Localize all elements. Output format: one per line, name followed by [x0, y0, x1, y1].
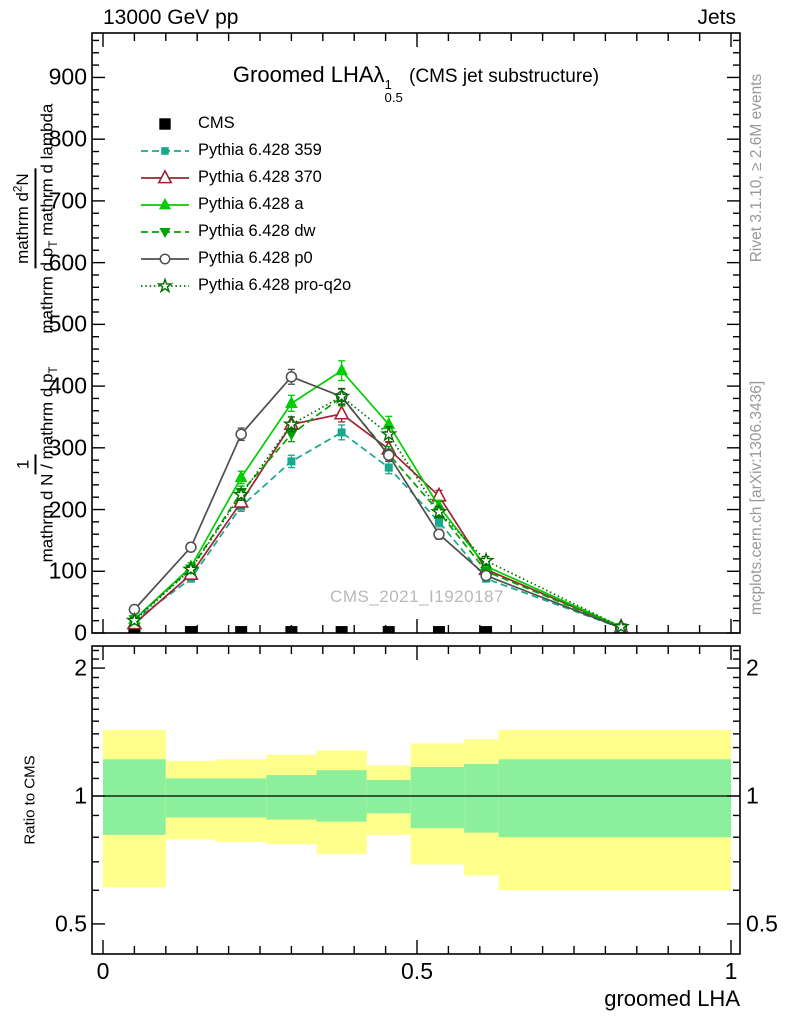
- band-green-bin5: [367, 780, 411, 813]
- legend-item-label: Pythia 6.428 dw: [198, 222, 316, 240]
- x-axis-tick-label: 0: [96, 958, 110, 984]
- y-axis-tick-label: 600: [48, 249, 87, 276]
- legend-item-pythia-6-428-a: [140, 191, 351, 218]
- frac2-den-sub: T: [47, 240, 60, 248]
- title-text: Groomed LHA: [232, 62, 374, 87]
- title-paren: (CMS jet substructure): [409, 66, 600, 87]
- ratio-y-axis-label: Ratio to CMS: [21, 755, 39, 845]
- title-lambda-sup: 1: [384, 76, 392, 92]
- y-axis-tick-label: 100: [48, 557, 87, 584]
- band-green-bin7: [464, 764, 499, 833]
- y-axis-tick-label: 500: [48, 310, 87, 337]
- legend-item-label: Pythia 6.428 370: [198, 168, 322, 186]
- legend-marker-triangle-up-open-icon: [140, 169, 190, 187]
- frac1-den-text: mathrm d N / mathrm d p: [37, 373, 57, 563]
- legend-item-label: Pythia 6.428 359: [198, 141, 322, 159]
- legend-item-pythia-6-428-p0: [140, 245, 351, 272]
- legend-marker-square-filled-icon: [140, 115, 190, 133]
- ratio-y-tick-label-left: 2: [74, 654, 87, 681]
- ratio-y-tick-label-left: 0.5: [55, 910, 87, 937]
- y-axis-tick-label: 800: [48, 125, 87, 152]
- x-axis-tick-label: 1: [724, 958, 738, 984]
- frac1-den-sub: T: [47, 366, 60, 374]
- band-green-bin0: [103, 759, 166, 835]
- band-green-bin1: [166, 778, 216, 817]
- band-green-bin3: [266, 775, 316, 820]
- legend-marker-star-open-icon: [140, 277, 190, 295]
- legend-item-label: Pythia 6.428 p0: [198, 249, 313, 267]
- frac1-numerator: 1: [13, 455, 36, 474]
- y-axis-tick-label: 300: [48, 434, 87, 461]
- ratio-y-tick-label-left: 1: [74, 782, 87, 809]
- ratio-y-tick-label-right: 2: [746, 654, 759, 681]
- ratio-uncertainty-bands: [92, 730, 740, 890]
- legend-item-pythia-6-428-359: [140, 137, 351, 164]
- legend-marker-triangle-down-filled-icon: [140, 223, 190, 241]
- legend-item-label: Pythia 6.428 pro-q2o: [198, 276, 352, 294]
- legend-item-pythia-6-428-dw: [140, 218, 351, 245]
- legend-marker-square-filled-icon: [140, 142, 190, 160]
- series-cms: [128, 626, 627, 638]
- y-axis-tick-label: 400: [48, 372, 87, 399]
- beam-energy-label: 13000 GeV pp: [103, 6, 239, 29]
- frac2-den-text2: mathrm d lambda: [37, 103, 57, 241]
- band-green-bin6: [411, 767, 464, 828]
- legend-item-label: CMS: [198, 114, 235, 132]
- legend-marker-triangle-up-filled-icon: [140, 196, 190, 214]
- y-axis-tick-label: 900: [48, 63, 87, 90]
- watermark: CMS_2021_I1920187: [330, 587, 504, 606]
- frac2-den-text: mathrm d p: [37, 247, 57, 334]
- y-axis-tick-label: 0: [74, 619, 87, 646]
- frac2-num-sup: 2: [12, 185, 25, 193]
- rivet-version-label: Rivet 3.1.10, ≥ 2.6M events: [748, 73, 765, 263]
- frac2-numerator: [12, 168, 36, 269]
- legend-item-pythia-6-428-370: [140, 164, 351, 191]
- plot-title: [92, 62, 740, 104]
- ratio-y-tick-label-right: 1: [746, 782, 759, 809]
- legend-marker-circle-open-icon: [140, 250, 190, 268]
- title-lambda: λ: [373, 62, 385, 87]
- ratio-y-tick-label-right: 0.5: [746, 910, 778, 937]
- band-green-bin8: [499, 759, 731, 837]
- x-axis-label: groomed LHA: [604, 986, 740, 1011]
- frac2-num-text2: N: [13, 173, 33, 186]
- frac2-num-text: mathrm d: [13, 192, 33, 264]
- legend: [140, 110, 351, 299]
- legend-item-pythia-6-428-pro-q2o: [140, 272, 351, 299]
- y-axis-tick-label: 700: [48, 187, 87, 214]
- analysis-group-label: Jets: [697, 6, 736, 29]
- title-lambda-sub: 0.5: [384, 89, 403, 105]
- title-lambda-indices: [385, 78, 403, 104]
- mcplots-reference-label: mcplots.cern.ch [arXiv:1306.3436]: [748, 380, 765, 616]
- legend-item-label: Pythia 6.428 a: [198, 195, 304, 213]
- y-axis-tick-label: 200: [48, 496, 87, 523]
- band-green-bin2: [216, 778, 266, 817]
- x-axis-tick-label: 0.5: [401, 958, 433, 984]
- legend-item-cms: [140, 110, 351, 137]
